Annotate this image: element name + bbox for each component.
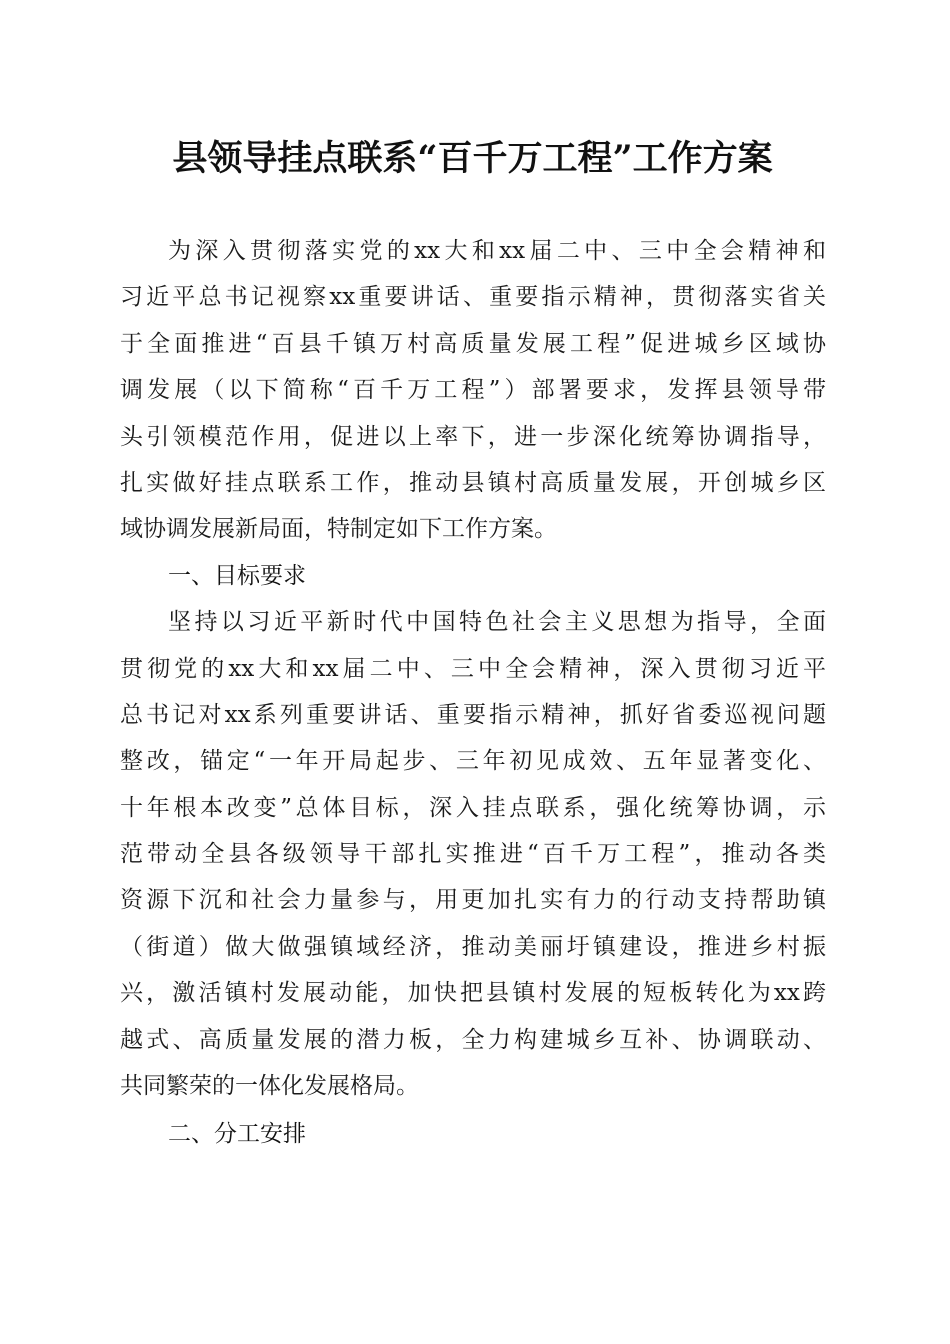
document-body bbox=[120, 228, 826, 1158]
paragraph-line: 范带动全县各级领导干部扎实推进“百千万工程”，推动各类 bbox=[120, 841, 826, 868]
paragraph-line: 坚持以习近平新时代中国特色社会主义思想为指导，全面 bbox=[168, 609, 826, 636]
paragraph-line: 总书记对xx系列重要讲话、重要指示精神，抓好省委巡视问题 bbox=[120, 701, 826, 728]
paragraph-line: 兴，激活镇村发展动能，加快把县镇村发展的短板转化为xx跨 bbox=[120, 980, 826, 1007]
paragraph-line: 域协调发展新局面，特制定如下工作方案。 bbox=[120, 516, 557, 543]
document-title: 县领导挂点联系“百千万工程”工作方案 bbox=[172, 138, 773, 179]
paragraph-line: 习近平总书记视察xx重要讲话、重要指示精神，贯彻落实省关 bbox=[120, 284, 826, 311]
paragraph-line: 为深入贯彻落实党的xx大和xx届二中、三中全会精神和 bbox=[168, 238, 826, 264]
section-heading-division: 二、分工安排 bbox=[168, 1121, 306, 1148]
paragraph-line: 共同繁荣的一体化发展格局。 bbox=[120, 1073, 419, 1100]
paragraph-line: 贯彻党的xx大和xx届二中、三中全会精神，深入贯彻习近平 bbox=[120, 655, 826, 682]
paragraph-line: 头引领模范作用，促进以上率下，进一步深化统筹协调指导， bbox=[120, 423, 826, 450]
paragraph-line: （街道）做大做强镇域经济，推动美丽圩镇建设，推进乡村振 bbox=[120, 933, 826, 960]
paragraph-line: 调发展（以下简称“百千万工程”）部署要求，发挥县领导带 bbox=[120, 377, 826, 404]
goals-paragraph bbox=[120, 599, 826, 1109]
paragraph-line: 资源下沉和社会力量参与，用更加扎实有力的行动支持帮助镇 bbox=[120, 887, 826, 914]
paragraph-line: 扎实做好挂点联系工作，推动县镇村高质量发展，开创城乡区 bbox=[120, 469, 826, 496]
intro-paragraph bbox=[120, 228, 826, 553]
section-heading-goals: 一、目标要求 bbox=[168, 562, 306, 589]
paragraph-line: 整改，锚定“一年开局起步、三年初见成效、五年显著变化、 bbox=[120, 748, 826, 775]
paragraph-line: 越式、高质量发展的潜力板，全力构建城乡互补、协调联动、 bbox=[120, 1026, 826, 1053]
paragraph-line: 十年根本改变”总体目标，深入挂点联系，强化统筹协调，示 bbox=[120, 794, 826, 821]
paragraph-line: 于全面推进“百县千镇万村高质量发展工程”促进城乡区域协 bbox=[120, 330, 826, 357]
